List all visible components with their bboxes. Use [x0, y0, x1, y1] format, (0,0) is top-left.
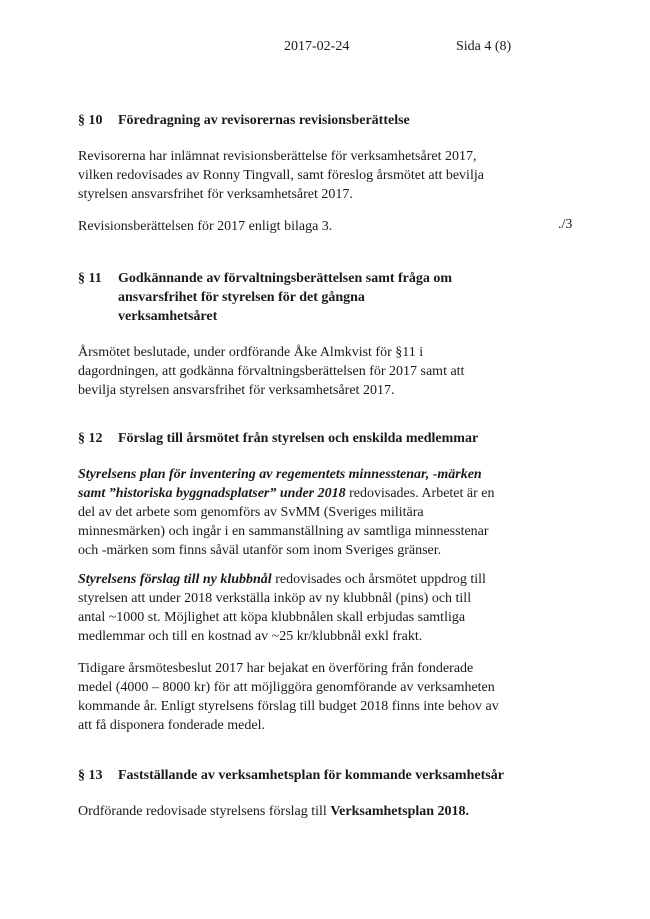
text-line: medlemmar och till en kostnad av ~25 kr/klubbnål exkl frakt.	[78, 629, 423, 644]
section-title: Fastställande av verksamhetsplan för kommande verksamhetsår	[118, 768, 504, 783]
emphasis-text: Styrelsens förslag till ny klubbnål	[78, 572, 272, 587]
text-line: del av det arbete som genomförs av SvMM (Sveriges militära	[78, 505, 424, 520]
section-number: § 12	[78, 431, 103, 446]
title-line: Godkännande av förvaltningsberättelsen samt fråga om	[118, 271, 453, 286]
section-12-paragraph-2	[78, 570, 528, 646]
section-12-paragraph-3	[78, 659, 528, 735]
text-line: och -märken som finns såväl utanför som inom Sveriges gränser.	[78, 543, 442, 558]
text-line: Tidigare årsmötesbeslut 2017 har bejakat en överföring från fonderade	[78, 661, 474, 676]
section-title: Föredragning av revisorernas revisionsberättelse	[118, 113, 410, 128]
text-line: Revisorerna har inlämnat revisionsberättelse för verksamhetsåret 2017,	[78, 149, 477, 164]
text-line: minnesmärken) och ingår i en sammanställning av samtliga minnesstenar	[78, 524, 489, 539]
title-line: ansvarsfrihet för styrelsen för det gångna	[118, 290, 365, 305]
text-line: styrelsen att under 2018 verkställa inköp av ny klubbnål (pins) och till	[78, 591, 472, 606]
text-run: Ordförande redovisade styrelsens förslag till	[78, 804, 331, 819]
section-10-paragraph-2: Revisionsberättelsen för 2017 enligt bilaga 3.	[78, 219, 333, 234]
text-line: vilken redovisades av Ronny Tingvall, samt föreslog årsmötet att bevilja	[78, 168, 484, 183]
section-number: § 13	[78, 768, 103, 783]
text-line: bevilja styrelsen ansvarsfrihet för verksamhetsåret 2017.	[78, 383, 395, 398]
text-line: kommande år. Enligt styrelsens förslag till budget 2018 finns inte behov av	[78, 699, 499, 714]
section-number: § 11	[78, 271, 102, 286]
header-date: 2017-02-24	[284, 39, 350, 54]
text-line: medel (4000 – 8000 kr) för att möjliggöra genomförande av verksamheten	[78, 680, 495, 695]
bold-text: Verksamhetsplan 2018.	[330, 804, 470, 819]
text-line: antal ~1000 st. Möjlighet att köpa klubbnålen skall erbjudas samtliga	[78, 610, 466, 625]
text-line: att få disponera fonderade medel.	[78, 718, 265, 733]
emphasis-text: samt ”historiska byggnadsplatser” under 2018	[78, 486, 346, 501]
section-title: Förslag till årsmötet från styrelsen och enskilda medlemmar	[118, 431, 479, 446]
header-page-number: Sida 4 (8)	[456, 39, 512, 54]
section-10-paragraph-1	[78, 147, 528, 204]
section-title	[118, 269, 548, 326]
emphasis-text: Styrelsens plan för inventering av regementets minnesstenar, -märken	[78, 467, 482, 482]
title-line: verksamhetsåret	[118, 309, 218, 324]
section-12-paragraph-1	[78, 465, 528, 560]
text-run: redovisades. Arbetet är en	[345, 486, 495, 501]
section-number: § 10	[78, 113, 103, 128]
section-13-paragraph-1	[78, 802, 528, 821]
section-11-paragraph-1	[78, 343, 528, 400]
text-line: styrelsen ansvarsfrihet för verksamhetsåret 2017.	[78, 187, 353, 202]
text-run: redovisades och årsmötet uppdrog till	[271, 572, 486, 587]
text-line: dagordningen, att godkänna förvaltningsberättelsen för 2017 samt att	[78, 364, 465, 379]
text-line: Årsmötet beslutade, under ordförande Åke Almkvist för §11 i	[78, 345, 424, 360]
attachment-reference: ./3	[558, 217, 573, 232]
